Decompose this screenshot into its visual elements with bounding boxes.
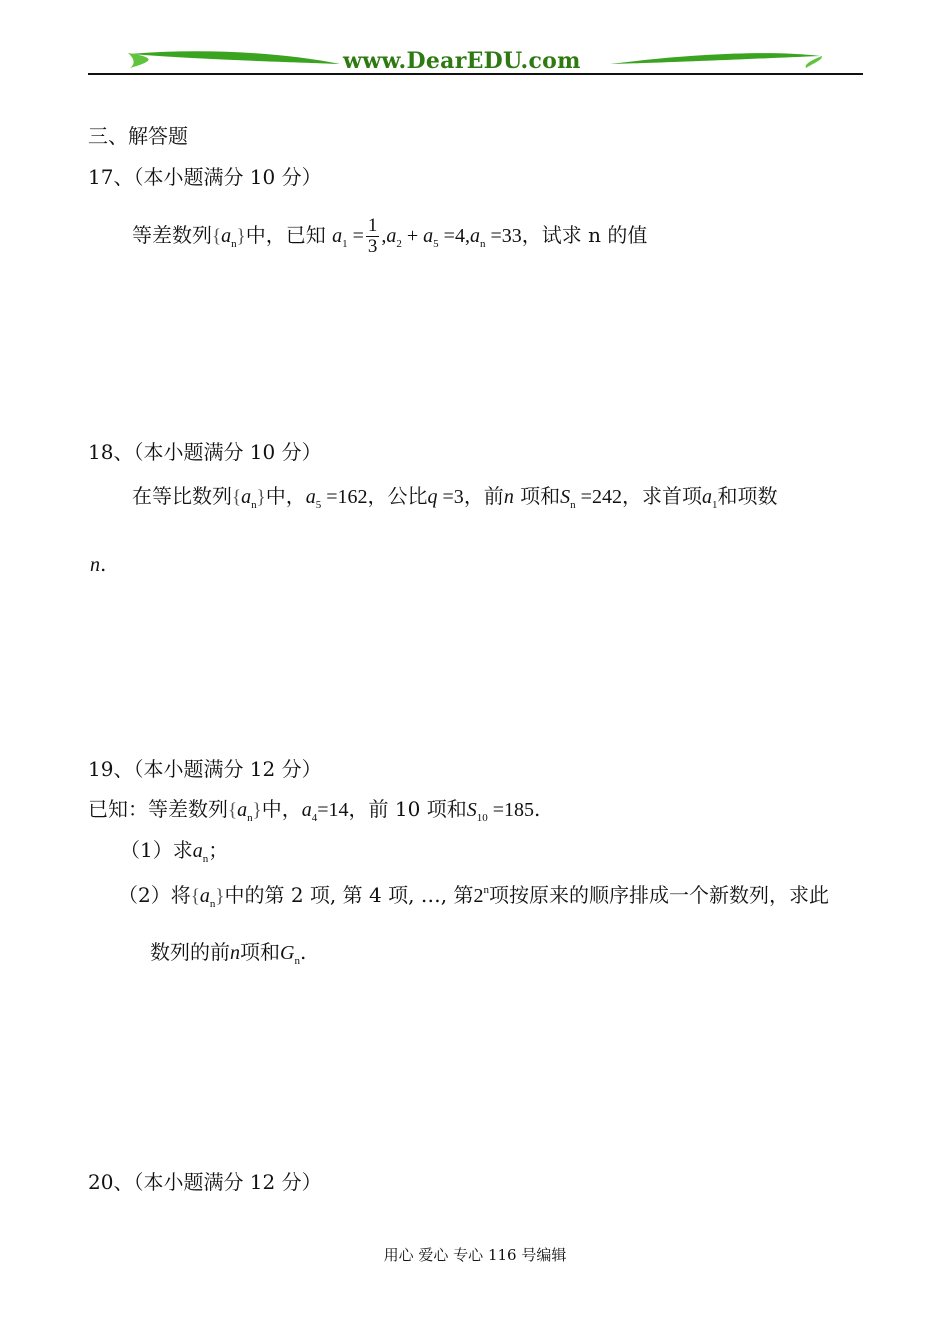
q17-text-mid: 中，已知 <box>245 223 326 247</box>
q18-line2: n. <box>90 552 107 576</box>
section-title: 三、解答题 <box>88 124 188 148</box>
q17-fraction: $\frac{1}{3}$ <box>367 215 378 257</box>
q18-body: 在等比数列$\{a_n\}$中，$a_5 =162$，公比q =3，前n 项和$S_n =242$，求首项$a_1$和项数 <box>132 484 778 511</box>
q19-line1: 已知：等差数列$\{a_n\}$中，$a_4=14$，前 10 项和$S_{10} =185$. <box>88 797 541 824</box>
q19-part2: （2）将$\{a_n\}$中的第 2 项, 第 4 项, …, 第2$^n$项按原来的顺序排成一个新数列，求此 <box>118 883 830 910</box>
q17-text-pre: 等差数列 <box>132 223 212 247</box>
page-footer: 用心 爱心 专心 116 号编辑 <box>383 1246 567 1264</box>
header-divider <box>88 73 863 75</box>
site-logo: www.DearEDU.com <box>343 48 581 74</box>
q18-heading: 18、（本小题满分 10 分） <box>88 440 322 464</box>
q19-heading: 19、（本小题满分 12 分） <box>88 757 322 781</box>
q17-text-post: ，试求 n 的值 <box>521 223 648 247</box>
q19-part2-cont: 数列的前n项和$G_n$. <box>150 940 307 967</box>
q20-heading: 20、（本小题满分 12 分） <box>88 1170 322 1194</box>
q19-part1: （1）求$a_n$； <box>120 838 229 865</box>
q17-heading: 17、（本小题满分 10 分） <box>88 165 322 189</box>
q17-body: 等差数列$\{a_n\}$中，已知 $a_1$ = $\frac{1}{3}$ $,a_2 + a_5 =4,a_n =33$，试求 n 的值 <box>132 215 648 257</box>
q17-seq-an: $\{a_n\}$ <box>212 225 246 250</box>
